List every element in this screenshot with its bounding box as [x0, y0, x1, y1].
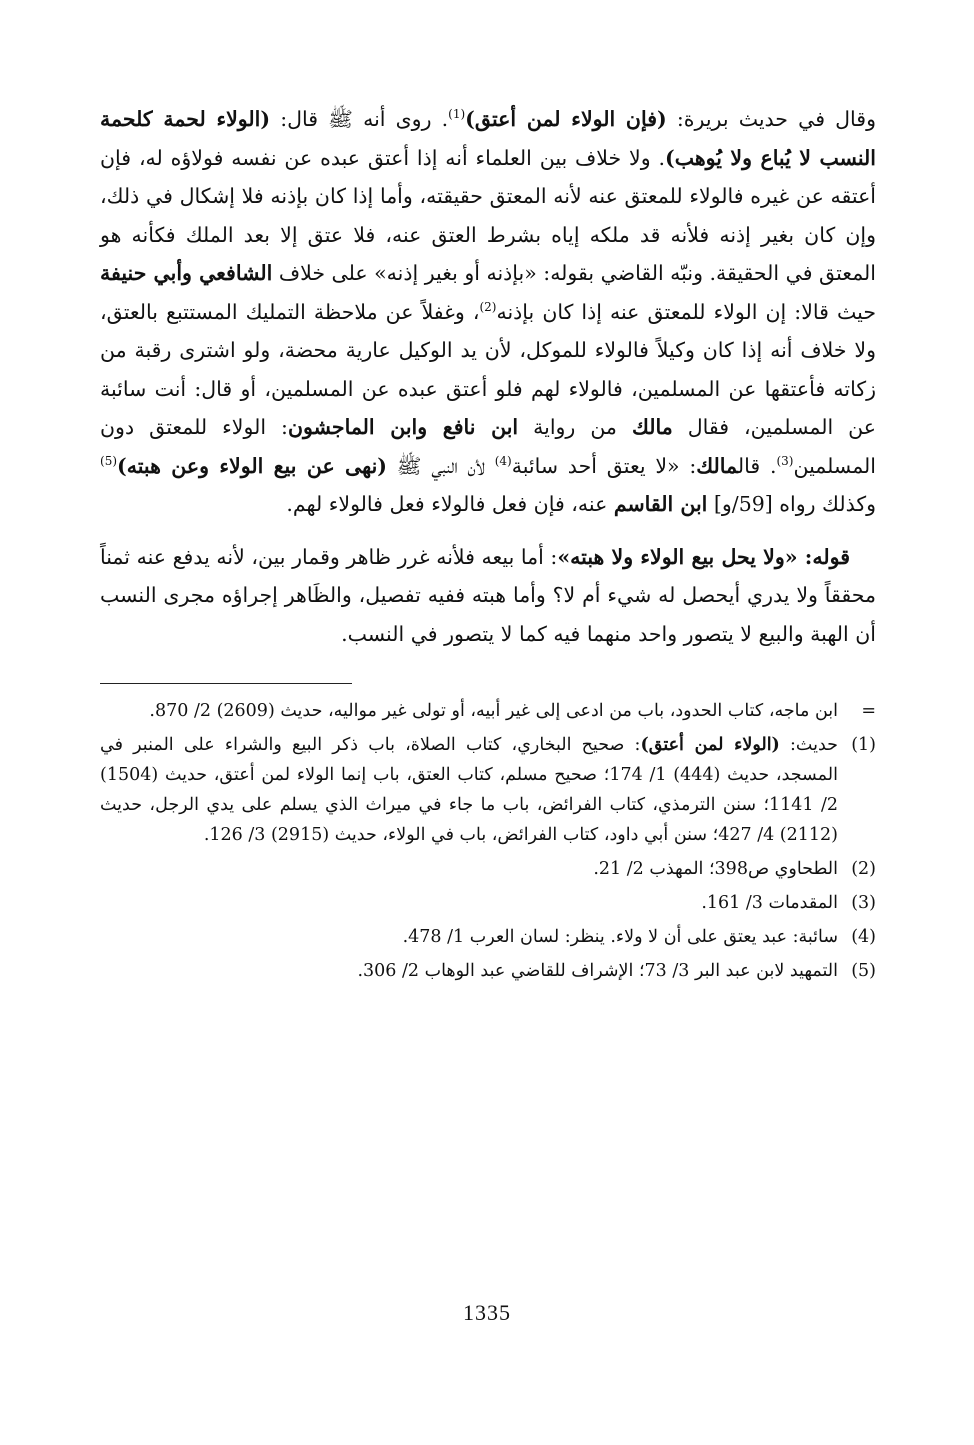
- bold-text-segment: (نهى عن بيع الولاء وعن هبته): [117, 453, 388, 478]
- footnote-reference: (1): [448, 107, 466, 122]
- bold-text-segment: ابن القاسم: [613, 492, 708, 516]
- footnote-text: [100, 922, 838, 952]
- text-segment: سائبة: عبد يعتق على أن لا ولاء. ينظر: لسان العرب 1/ 478.: [402, 927, 838, 947]
- bold-text-segment: (الولاء لمن أعتق): [640, 735, 780, 755]
- footnote-marker: (4): [851, 927, 876, 947]
- text-segment: : الولاء للمعتق دون المسلمين: [100, 415, 876, 478]
- footnote-reference: (2): [479, 299, 497, 314]
- page-number: 1335: [463, 1300, 511, 1325]
- footnote-text: [100, 956, 838, 986]
- text-segment: عنه، فإن فعل فالولاء فعل فالولاء لهم.: [286, 492, 614, 516]
- text-segment: حديث:: [779, 735, 838, 755]
- text-segment: : «لا يعتق أحد سائبة: [511, 453, 697, 478]
- footnote-reference: (5): [100, 453, 118, 468]
- text-segment: . روى أنه ﷺ قال:: [270, 107, 449, 131]
- footnote-item: [100, 922, 876, 952]
- main-paragraph-1: [100, 100, 876, 524]
- paragraph-gap: [100, 524, 876, 538]
- bold-text-segment: الشافعي وأبي حنيفة: [100, 261, 273, 285]
- bold-text-segment: قوله:: [797, 544, 850, 569]
- footnote-text: [100, 696, 838, 726]
- footnote-marker: (1): [851, 735, 876, 755]
- text-segment: لأن النبي ﷺ: [387, 453, 495, 478]
- footnote-item: [100, 888, 876, 918]
- bold-text-segment: «ولا يحل بيع الولاء ولا هبته»: [557, 544, 798, 569]
- footnote-marker: (2): [851, 859, 876, 879]
- text-segment: حيث قالا: إن الولاء للمعتق عنه إذا كان بإذنه: [496, 299, 876, 324]
- footnote-reference: (4): [494, 453, 512, 468]
- text-segment: : صحيح البخاري، كتاب الصلاة، باب ذكر البيع والشراء على المنبر في المسجد، حديث (444) 1/ 174؛ صحيح مسلم، كتاب العتق، باب إنما الولاء لمن أعتق، حديث (1504) 2/ 1141؛ سنن الترمذي، كتاب الفرائض، باب ما جاء في ميراث الذي يسلم على يدي الرجل، حديث (2112) 4/ 427؛ سنن أبي داود، كتاب الفرائض، باب في الولاء، حديث (2915) 3/ 126.: [100, 735, 838, 845]
- text-segment: . ولا خلاف بين العلماء أنه إذا أعتق عبده عن نفسه فولاؤه له، فإن أعتقه عن غيره فالولاء للمعتق عنه لأنه المعتق حقيقته، وأما إذا كان بإذنه فلا إشكال في ذلك، وإن كان بغير إذنه فلأنه قد ملكه إياه بشرط العتق عنه، فلا عتق إلا بعد الملك فكأنه هو المعتق في الحقيقة. ونبّه القاضي بقوله: «بإذنه أو بغير إذنه» على خلاف: [100, 145, 876, 285]
- footnote-marker: =: [861, 701, 876, 721]
- footnote-item: [100, 956, 876, 986]
- text-segment: المقدمات 3/ 161.: [701, 893, 838, 913]
- page-body: [100, 100, 876, 990]
- footnote-item: [100, 730, 876, 850]
- text-segment: التمهيد لابن عبد البر 3/ 73؛ الإشراف للقاضي عبد الوهاب 2/ 306.: [357, 961, 838, 981]
- footnote-marker: (3): [851, 893, 876, 913]
- text-segment: الطحاوي ص398؛ المهذب 2/ 21.: [593, 859, 838, 879]
- text-segment: وكذلك رواه [59/و]: [707, 492, 876, 516]
- footnote-separator: [100, 683, 352, 684]
- text-segment: : أما بيعه فلأنه غرر ظاهر وقمار بين، لأنه يدفع عنه ثمناً محققاً ولا يدري أيحصل له شيء أم لا؟ وأما هبته ففيه تفصيل، والظَاهر إجراؤه مجرى النسب أن الهبة والبيع لا يتصور واحد منهما فيه كما لا يتصور في النسب.: [100, 544, 876, 646]
- footnote-marker: (5): [851, 961, 876, 981]
- text-segment: وقال في حديث بريرة:: [666, 107, 876, 131]
- text-segment: من رواية: [518, 415, 632, 439]
- main-paragraph-2: [100, 538, 876, 654]
- text-segment: ، وغفلاً عن ملاحظة التمليك المستتبع بالعتق، ولا خلاف أنه إذا كان وكيلاً فالولاء للموكل، لأن يد الوكيل عارية محضة، ولو اشترى رقبة من زكاته فأعتقها عن المسلمين، فالولاء لهم فلو أعتق عبده عن المسلمين، أو قال: أنت سائبة عن المسلمين، فقال: [100, 299, 877, 439]
- bold-text-segment: مالك: [696, 453, 738, 478]
- text-segment: ابن ماجه، كتاب الحدود، باب من ادعى إلى غير أبيه، أو تولى غير مواليه، حديث (2609) 2/ 870.: [149, 701, 838, 721]
- footnote-item: [100, 696, 876, 726]
- bold-text-segment: (الولاء لحمة كلحمة النسب لا يُباع ولا يُوهب): [100, 107, 876, 170]
- bold-text-segment: مالك: [631, 415, 673, 439]
- footnote-text: [100, 888, 838, 918]
- footnote-reference: (3): [776, 453, 794, 468]
- footnotes-section: [100, 696, 876, 986]
- footnote-text: [100, 730, 838, 850]
- bold-text-segment: ابن نافع وابن الماجشون: [287, 415, 519, 439]
- text-segment: . قال: [737, 453, 777, 478]
- main-text: [100, 100, 876, 653]
- bold-text-segment: (فإن الولاء لمن أعتق): [465, 107, 667, 131]
- footnote-text: [100, 854, 838, 884]
- footnote-item: [100, 854, 876, 884]
